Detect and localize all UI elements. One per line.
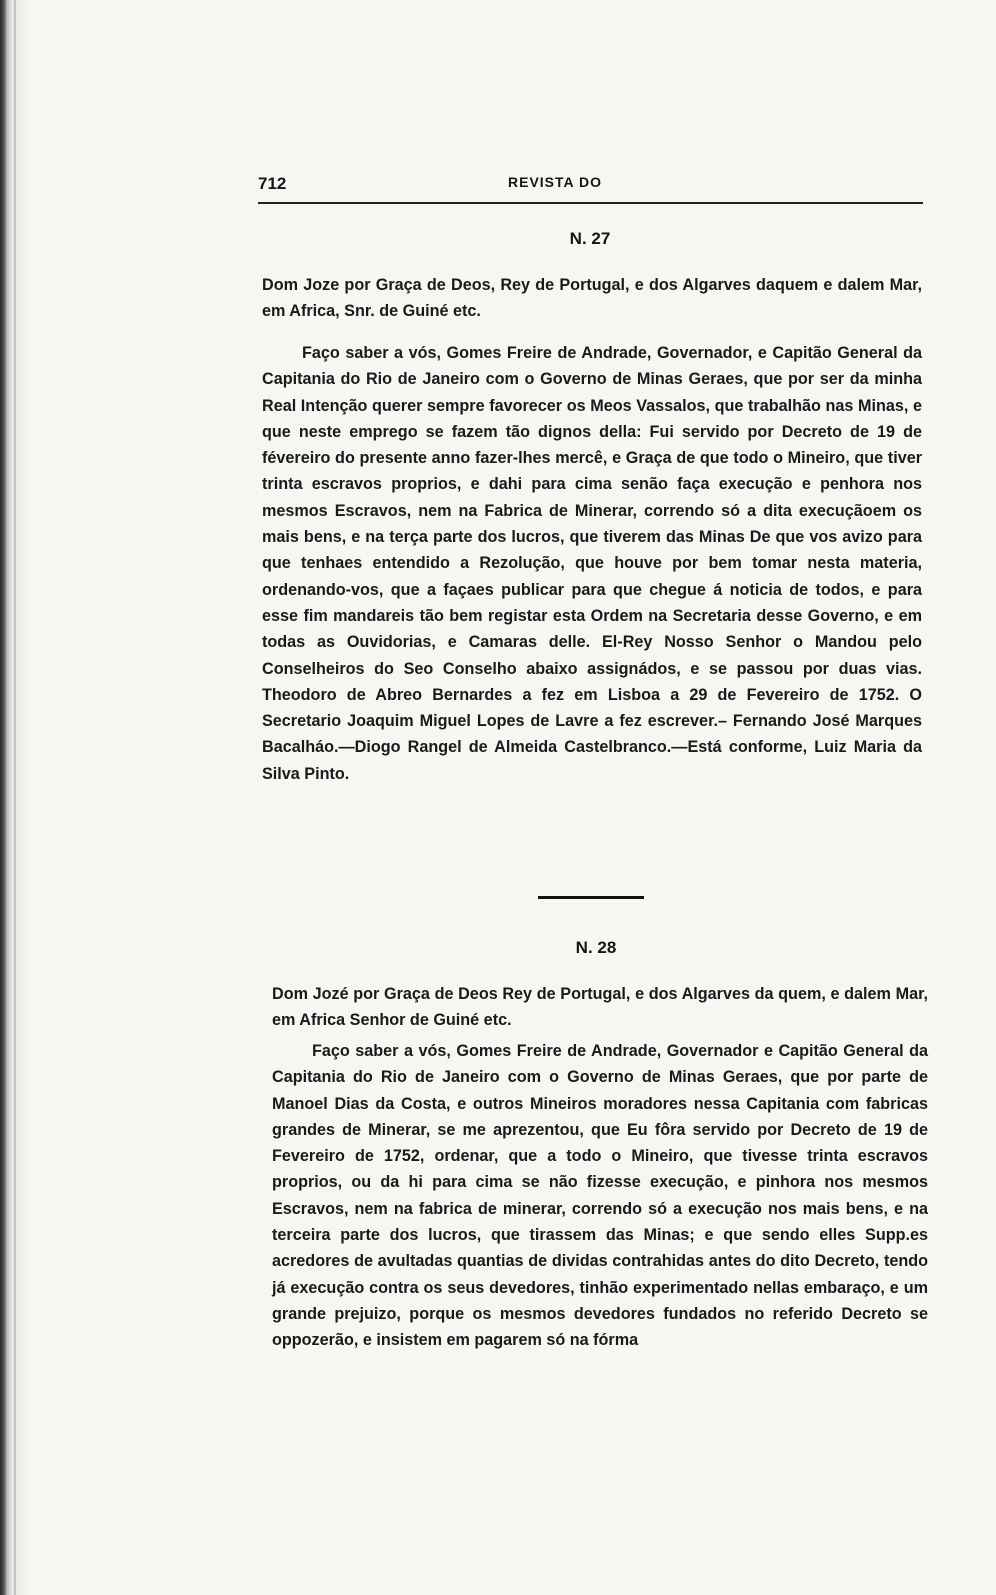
binding-crease — [14, 0, 16, 1595]
document-number: N. 27 — [569, 229, 611, 248]
section-separator — [538, 896, 644, 899]
document-number: N. 28 — [575, 938, 617, 957]
page-header — [258, 168, 923, 208]
page-number: 712 — [258, 174, 287, 193]
document-body: Faço saber a vós, Gomes Freire de Andrade, Governador e Capitão General da Capitania do Rio de Janeiro com o Governo de Minas Geraes, que por parte de Manoel Dias da Costa, e outros Mineiros moradores nessa Capitania com fabricas grandes de Minerar, se me aprezentou, que Eu fôra servido por Decreto de 19 de Fevereiro de 1752, ordenar, que a todo o Mineiro, que tivesse trinta escravos proprios, ou da hi para cima se não fizesse execução, e pinhora nos mesmos Escravos, nem na fabrica de minerar, correndo só a execução nos mais bens, e na terceira parte dos lucros, que tirassem das Minas; e que sendo elles Supp.es acredores de avultadas quantias de dividas contrahidas antes do dito Decreto, tendo já execução contra os seus devedores, tinhão experimentado nellas embaraço, e um grande prejuizo, porque os mesmos devedores fundados no referido Decreto se oppozerão, e insistem em pagarem só na fórma — [272, 1042, 928, 1350]
header-rule — [258, 202, 923, 204]
document-salutation: Dom Joze por Graça de Deos, Rey de Portugal, e dos Algarves daquem e dalem Mar, em Africa, Snr. de Guiné etc. — [262, 276, 922, 321]
document-salutation: Dom Jozé por Graça de Deos Rey de Portugal, e dos Algarves da quem, e dalem Mar, em Africa Senhor de Guiné etc. — [272, 985, 928, 1030]
document-body: Faço saber a vós, Gomes Freire de Andrade, Governador, e Capitão General da Capitania do Rio de Janeiro com o Governo de Minas Geraes, que por ser da minha Real Intenção querer sempre favorecer os Meos Vassalos, que trabalhão nas Minas, e que neste emprego se fazem tão dignos della: Fui servido por Decreto de 19 de févereiro do presente anno fazer-lhes mercê, e Graça de que todo o Mineiro, que tiver trinta escravos proprios, e dahi para cima senão faça execução e penhora nos mesmos Escravos, nem na Fabrica de Minerar, correndo só a dita execuçãoem os mais bens, e na terça parte dos lucros, que tiverem das Minas De que vos avizo para que tenhaes entendido a Rezolução, que houve por bem tomar nesta materia, ordenando-vos, que a façaes publicar para que chegue á noticia de todos, e para esse fim mandareis tão bem registar esta Ordem na Secretaria desse Governo, e em todas as Ouvidorias, e Camaras delle. El-Rey Nosso Senhor o Mandou pelo Conselheiros do Seo Conselho abaixo assignádos, e se passou por duas vias. Theodoro de Abreo Bernardes a fez em Lisboa a 29 de Fevereiro de 1752. O Secretario Joaquim Miguel Lopes de Lavre a fez escrever.– Fernando José Marques Bacalháo.—Diogo Rangel de Almeida Castelbranco.—Está conforme, Luiz Maria da Silva Pinto. — [262, 344, 922, 783]
running-title: REVISTA DO — [508, 174, 603, 190]
